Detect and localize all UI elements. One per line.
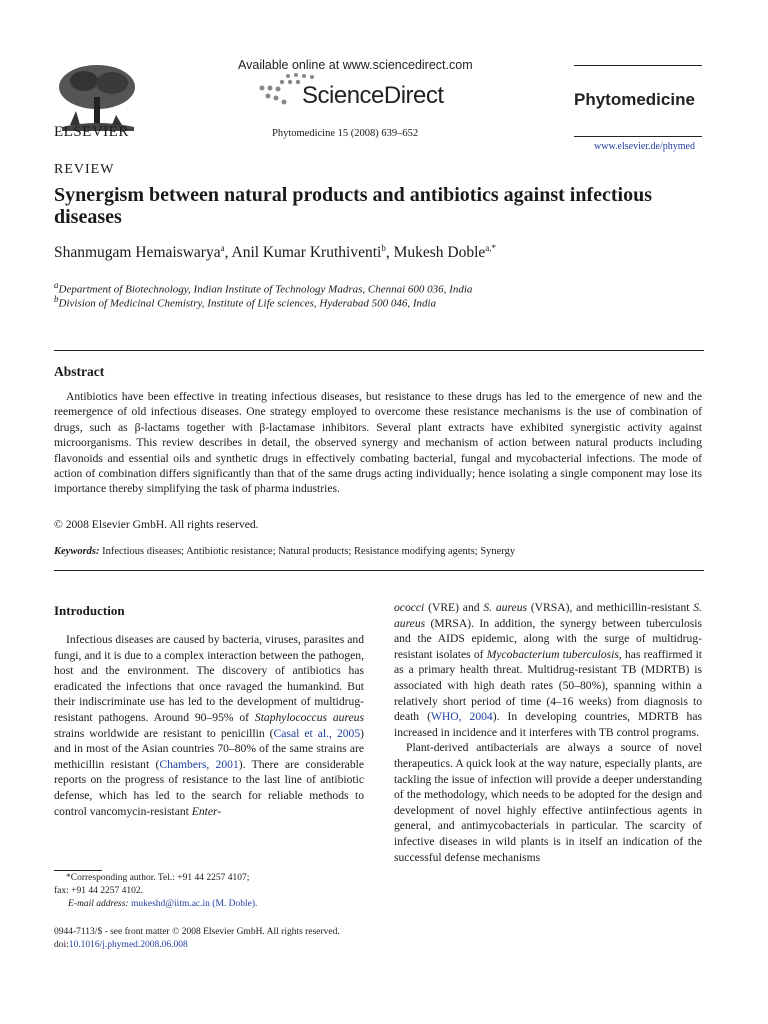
citation-link[interactable]: Chambers, 2001 (159, 757, 239, 771)
citation-link[interactable]: Casal et al., 2005 (273, 726, 361, 740)
article-title: Synergism between natural products and antibiotics against infectious diseases (54, 184, 653, 228)
fax: fax: +91 44 2257 4102. (54, 886, 144, 896)
author-sup: a,* (485, 243, 497, 253)
footnote-rule (54, 870, 102, 871)
journal-url-link[interactable]: www.elsevier.de/phymed (594, 141, 695, 152)
doi-link[interactable]: 10.1016/j.phymed.2008.06.008 (68, 940, 188, 950)
body-column-right (394, 600, 702, 865)
author-list: Shanmugam Hemaiswarya$^a$, Anil Kumar Kruthiventi$^b$, Mukesh Doble$^{a,*}$ (54, 243, 497, 262)
author-name: Shanmugam Hemaiswarya (54, 244, 221, 262)
front-matter (54, 926, 340, 952)
paragraph: Plant-derived antibacterials are always a source of novel therapeutics. A quick look at the way nature, especially plants, are tackling the issue of infection will provide a deeper understanding of the methodology, which needs to be adopted for the design and development of novel highly effective antiinfectious agents in general, and antimycobacterials in particular. The scarcity of infective diseases in wild plants is in itself an indication of the successful defense mechanisms (394, 741, 702, 864)
email-link[interactable]: mukeshd@iitm.ac.in (M. Doble). (130, 899, 258, 909)
author-name: Mukesh Doble (393, 244, 486, 262)
affiliation-b: $^b$Division of Medicinal Chemistry, Institute of Life sciences, Hyderabad 500 046, India (54, 294, 437, 310)
abstract-heading: Abstract (54, 364, 105, 379)
journal-bottom-rule (574, 136, 702, 137)
citation-link[interactable]: WHO, 2004 (430, 710, 493, 724)
paragraph: ococci (VRE) and S. aureus (VRSA), and methicillin-resistant S. aureus (MRSA). In addition, the synergy between tuberculosis and the AIDS epidemic, along with the surge of multidrug-resistant isolates of Mycobacterium tuberculosis, has reaffirmed it as a primary health threat. Multidrug-resistant TB (MDRTB) is associated with high death rates (50–80%), spanning within a relatively short period of time (4–16 weeks) from diagnosis to death (WHO, 2004). In developing countries, MDRTB has increased in incidence and it interferes with TB control programs. (394, 601, 703, 739)
abstract-top-rule (54, 350, 704, 351)
keywords (54, 546, 515, 557)
available-online-text: Available online at www.sciencedirect.com (238, 58, 473, 72)
email-line: E-mail address: mukeshd@iitm.ac.in (M. Doble). (68, 899, 258, 909)
corresponding-author: *Corresponding author. Tel.: +91 44 2257 4107; (66, 873, 250, 883)
keywords-label: Keywords: (54, 546, 100, 557)
abstract-bottom-rule (54, 570, 704, 571)
publisher-name: ELSEVIER (54, 124, 129, 140)
journal-citation: Phytomedicine 15 (2008) 639–652 (272, 128, 419, 139)
section-heading-introduction: Introduction (54, 603, 125, 618)
body-column-left (54, 632, 364, 819)
abstract-text: Antibiotics have been effective in treating infectious diseases, but resistance to these drugs has led to the emergence of new and the reemergence of old infectious diseases. One strategy employed to overcome these resistance mechanisms is the use of combination of drugs, such as β-lactams together with β-lactamase inhibitors. Several plant extracts have exhibited synergistic activity against microorganisms. This review describes in detail, the observed synergy and mechanism of action between natural products including flavonoids and essential oils and synthetic drugs in effectively combating bacterial, fungal and mycobacterial infections. The mode of action of combination differs significantly than that of the same drugs acting individually; hence isolating a single component may lose its importance thereby simplifying the task of pharma industries. (54, 390, 702, 496)
footnote (54, 872, 374, 911)
paragraph: Infectious diseases are caused by bacteria, viruses, parasites and fungi, and it is due to a complex interaction between the pathogen, host and the environment. The discovery of antibiotics has eradicated the infections that once ravaged the humankind. But their indiscriminate use has led to the development of multidrug-resistant pathogens. Around 90–95% of Staphylococcus aureus strains worldwide are resistant to penicillin (Casal et al., 2005) and in most of the Asian countries 70–80% of the same strains are methicillin resistant (Chambers, 2001). There are considerable reports on the progress of resistance to the last line of antibiotic defense, which has led to the search for reliable methods to control vancomycin-resistant Enter- (54, 633, 365, 818)
article-type: REVIEW (54, 162, 115, 177)
keywords-text: Infectious diseases; Antibiotic resistance; Natural products; Resistance modifying agents; Synergy (102, 546, 516, 557)
author-name: Anil Kumar Kruthiventi (231, 244, 382, 262)
author-sup: a (220, 243, 225, 253)
affiliation-a: $^a$Department of Biotechnology, Indian Institute of Technology Madras, Chennai 600 036, India (54, 280, 473, 296)
journal-name: Phytomedicine (574, 90, 695, 109)
doi-line: doi:10.1016/j.phymed.2008.06.008 (54, 940, 188, 950)
issn-line: 0944-7113/$ - see front matter © 2008 Elsevier GmbH. All rights reserved. (54, 927, 340, 937)
sciencedirect-logo: ScienceDirect (302, 82, 444, 109)
author-sup: b (381, 243, 386, 253)
journal-top-rule (574, 65, 702, 66)
abstract-copyright: © 2008 Elsevier GmbH. All rights reserved. (54, 518, 259, 531)
